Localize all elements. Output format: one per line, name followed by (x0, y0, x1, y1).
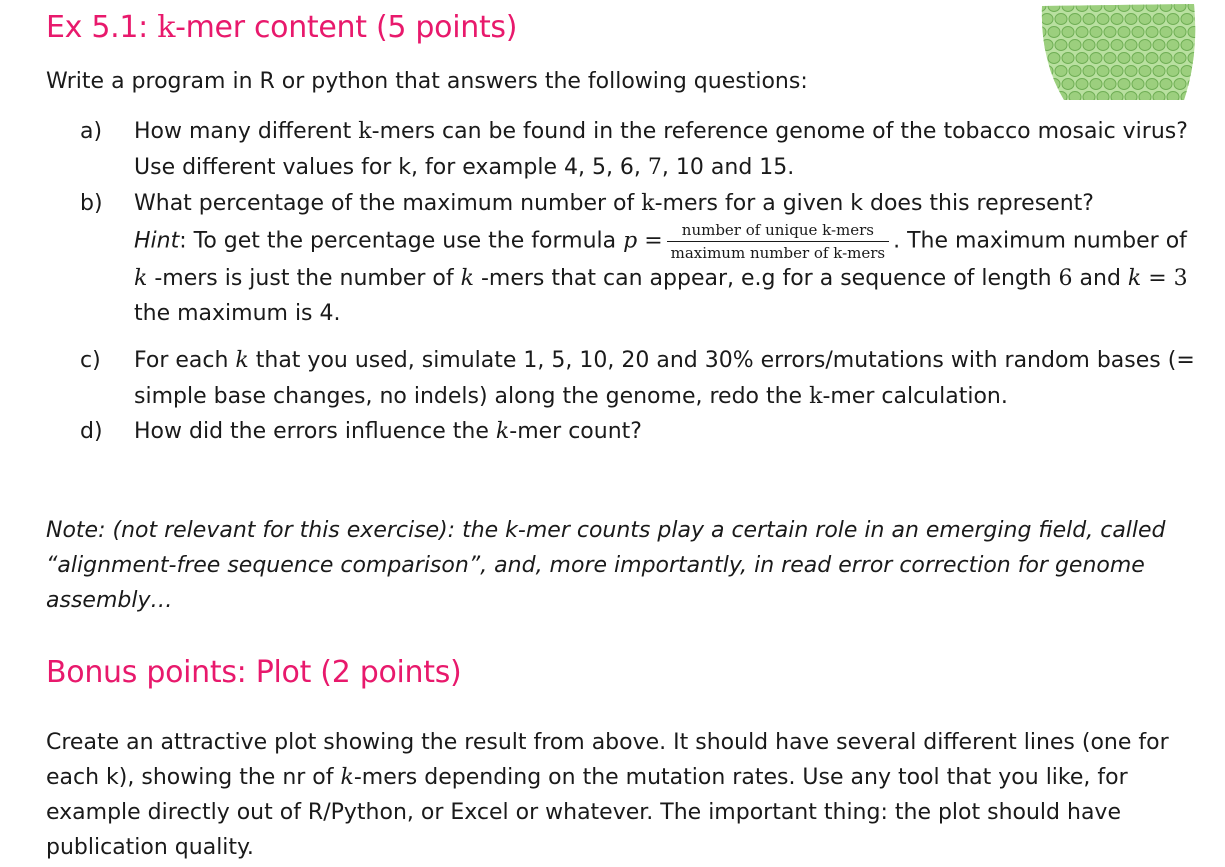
corn-kernel (1055, 14, 1067, 25)
corn-kernel (1118, 27, 1130, 38)
title-suffix: -mer content (5 points) (175, 10, 518, 45)
hint-text: : To get the percentage use the formula (179, 228, 624, 253)
corn-kernel (1174, 53, 1186, 64)
corn-kernel (1076, 27, 1088, 38)
corn-kernel (1034, 27, 1046, 38)
corn-kernel (1104, 53, 1116, 64)
corn-kernel (1146, 27, 1158, 38)
corn-kernel (1153, 40, 1165, 51)
corn-kernel (1083, 14, 1095, 25)
corn-kernel (1055, 40, 1067, 51)
item-d-t1: How did the errors influence the (134, 419, 496, 444)
corn-kernel (1167, 14, 1179, 25)
corn-kernel (1090, 53, 1102, 64)
corn-kernel (1146, 1, 1158, 12)
item-b-eq3: = 3 (1141, 265, 1188, 291)
item-d-text (134, 414, 1200, 450)
formula-fraction (667, 222, 889, 261)
corn-kernel (1139, 40, 1151, 51)
corn-kernel (1097, 14, 1109, 25)
corn-kernel (1188, 1, 1199, 12)
item-c-k2: k (809, 383, 823, 409)
corn-kernel (1160, 1, 1172, 12)
corn-kernel (1062, 1, 1074, 12)
corn-kernel (1125, 14, 1137, 25)
item-b-marker: b) (80, 191, 103, 216)
corn-kernel (1041, 40, 1053, 51)
corn-kernel (1132, 1, 1144, 12)
corn-kernel (1132, 53, 1144, 64)
corn-kernel (1097, 40, 1109, 51)
corn-kernel (1160, 53, 1172, 64)
list-item-d (80, 414, 1200, 450)
item-b-six: 6 (1058, 265, 1073, 291)
hint-label: Hint (134, 228, 180, 253)
corn-kernel (1076, 1, 1088, 12)
corn-kernel (1167, 40, 1179, 51)
item-b-after-frac: . The maximum number of (893, 228, 1187, 253)
item-a-t3: , 10 and 15. (661, 154, 795, 180)
item-b-t4: -mers that can appear, e.g for a sequence of length (473, 265, 1059, 291)
corn-kernel (1160, 27, 1172, 38)
fraction-denominator: maximum number of k-mers (670, 243, 886, 262)
corn-kernel (1034, 1, 1046, 12)
corn-kernel (1181, 14, 1193, 25)
item-d-marker: d) (80, 419, 103, 444)
corn-kernel (1069, 14, 1081, 25)
corn-kernel (1104, 27, 1116, 38)
item-b-t1: What percentage of the maximum number of (134, 191, 642, 216)
intro-text: Write a program in R or python that answers the following questions: (46, 69, 808, 94)
item-c-t3: -mer calculation. (822, 383, 1008, 409)
item-d-t2: -mer count? (509, 419, 642, 444)
list-item-c (80, 343, 1200, 414)
item-d-k: k (495, 419, 510, 444)
corn-kernel (1181, 40, 1193, 51)
corn-kernel (1153, 14, 1165, 25)
corn-kernel (1195, 40, 1199, 51)
item-b-k2: k (134, 265, 148, 291)
corn-kernel (1083, 40, 1095, 51)
item-a-t1: How many different (134, 119, 359, 144)
item-a-seven: 7 (647, 154, 662, 180)
corn-kernel (1139, 14, 1151, 25)
corn-kernel (1195, 14, 1199, 25)
item-a-k: k (358, 119, 372, 144)
corn-kernel (1048, 27, 1060, 38)
corn-kernel (1048, 1, 1060, 12)
corn-kernel (1188, 27, 1199, 38)
item-b-text (134, 186, 1200, 332)
item-b-t2: -mers for a given k does this represent? (654, 191, 1094, 216)
formula-equals: = (637, 228, 663, 253)
corn-kernel (1104, 1, 1116, 12)
item-b-t5: and (1072, 265, 1128, 291)
item-c-t1: For each (134, 348, 236, 373)
corn-kernel (1146, 53, 1158, 64)
item-c-k: k (235, 348, 249, 373)
item-b-k4: k (1127, 265, 1142, 291)
corn-kernel (1125, 40, 1137, 51)
list-item-b (80, 186, 1200, 332)
note-text: Note: (not relevant for this exercise): the k-mer counts play a certain role in an emerging field, called “alignment-free sequence comparison”, and, more importantly, in read error correction for genome assembly… (46, 518, 1166, 613)
corn-kernel (1174, 1, 1186, 12)
item-b-k: k (641, 191, 655, 216)
corn-kernel (1069, 40, 1081, 51)
corn-kernel (1041, 14, 1053, 25)
item-b-t6: the maximum is 4. (134, 301, 341, 326)
corn-kernel (1111, 14, 1123, 25)
title-k: k (157, 10, 176, 45)
bonus-text (46, 725, 1196, 865)
corn-kernel (1174, 27, 1186, 38)
bonus-k: k (340, 765, 354, 790)
corn-kernel (1188, 53, 1199, 64)
corn-kernel (1118, 53, 1130, 64)
exercise-title (46, 10, 517, 46)
corn-kernel (1062, 53, 1074, 64)
corn-kernel (1048, 53, 1060, 64)
item-b-k3: k (460, 265, 474, 291)
corn-kernel (1132, 27, 1144, 38)
bonus-title: Bonus points: Plot (2 points) (46, 655, 462, 690)
title-prefix: Ex 5.1: (46, 10, 158, 45)
item-c-t2: that you used, simulate 1, 5, 10, 20 and 30% errors/mutations with random bases (= simple base changes, no indels) along the genome, redo the (134, 348, 1195, 409)
list-item-a (80, 114, 1200, 185)
item-c-marker: c) (80, 348, 101, 373)
item-a-text (134, 114, 1200, 185)
item-a-marker: a) (80, 119, 103, 144)
corn-kernel (1118, 1, 1130, 12)
corn-kernel (1062, 27, 1074, 38)
corn-kernel (1090, 27, 1102, 38)
bonus-t1: Create an attractive plot showing the result from above. It should have several different lines (one for each k), showing the nr of (46, 730, 1169, 790)
item-b-t3: -mers is just the number of (147, 265, 461, 291)
item-c-text (134, 343, 1200, 414)
fraction-numerator: number of unique k-mers (667, 222, 889, 242)
bonus-t2: -mers depending on the mutation rates. Use any tool that you like, for example directly out of R/Python, or Excel or whatever. The important thing: the plot should have publication quality. (46, 765, 1128, 860)
item-a-t2: -mers can be found in the reference genome of the tobacco mosaic virus? Use different values for k, for example 4, 5, 6, (134, 119, 1188, 180)
corn-kernel (1076, 53, 1088, 64)
corn-kernel (1111, 40, 1123, 51)
corn-kernel (1034, 53, 1046, 64)
corn-kernel (1090, 1, 1102, 12)
formula-variable: p (623, 228, 638, 253)
